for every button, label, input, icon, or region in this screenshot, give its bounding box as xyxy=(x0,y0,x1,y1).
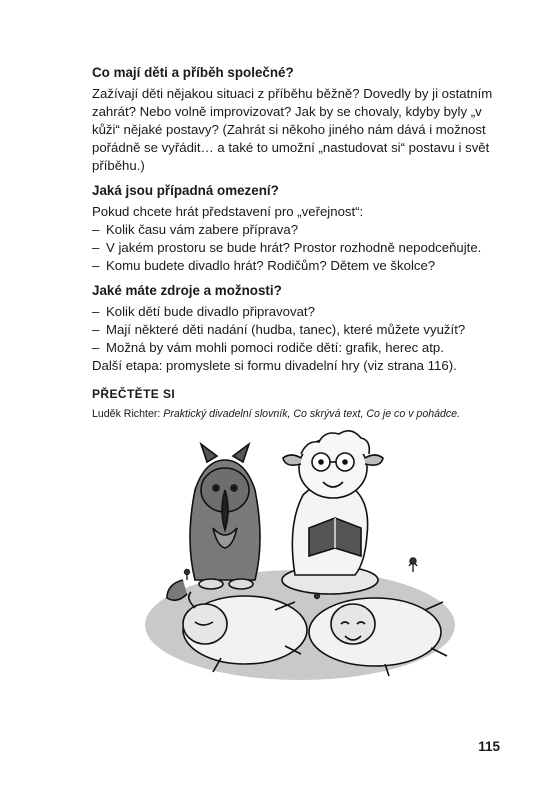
limits-list xyxy=(92,221,512,275)
list-item: – Kolik času vám zabere příprava? xyxy=(92,221,512,239)
section-common xyxy=(92,64,512,175)
reading-sheep-figure xyxy=(282,431,383,594)
list-item: – Možná by vám mohli pomoci rodiče dětí: grafik, herec atp. xyxy=(92,339,512,357)
illustration-wolf-and-sheep xyxy=(125,410,465,690)
wolf-figure xyxy=(167,444,260,600)
resources-list xyxy=(92,303,512,357)
section-heading: Co mají děti a příběh společné? xyxy=(92,65,294,80)
section-outro: Další etapa: promyslete si formu divadelní hry (viz strana 116). xyxy=(92,358,457,373)
reference-author: Luděk Richter: xyxy=(92,408,161,420)
list-item: – Kolik dětí bude divadlo připravovat? xyxy=(92,303,512,321)
section-intro: Pokud chcete hrát představení pro „veřejnost“: xyxy=(92,204,364,219)
page-number: 115 xyxy=(478,739,500,754)
reference-titles: Praktický divadelní slovník, Co skrývá text, Co je co v pohádce. xyxy=(163,408,461,420)
section-heading: Jaké máte zdroje a možnosti? xyxy=(92,283,282,298)
list-item: – Mají některé děti nadání (hudba, tanec), které můžete využít? xyxy=(92,321,512,339)
section-heading: Jaká jsou případná omezení? xyxy=(92,183,279,198)
reading-heading: PŘEČTĚTE SI xyxy=(92,387,176,401)
page-content xyxy=(92,64,512,421)
section-paragraph: Zažívají děti nějakou situaci z příběhu běžně? Dovedly by ji ostatním zahrát? Nebo volně improvizovat? Jak by se chovaly, kdyby byly „v kůži“ nějaké postavy? (Zahrát si někoho jiného nám dává i možnost pořádně se vyřádit… a také to umožní „nastudovat si“ postavu i svět příběhu.) xyxy=(92,86,493,173)
list-item: – Komu budete divadlo hrát? Rodičům? Dětem ve školce? xyxy=(92,257,512,275)
list-item: – V jakém prostoru se bude hrát? Prostor rozhodně nepodceňujte. xyxy=(92,239,512,257)
section-limits xyxy=(92,182,512,275)
section-resources xyxy=(92,282,512,375)
